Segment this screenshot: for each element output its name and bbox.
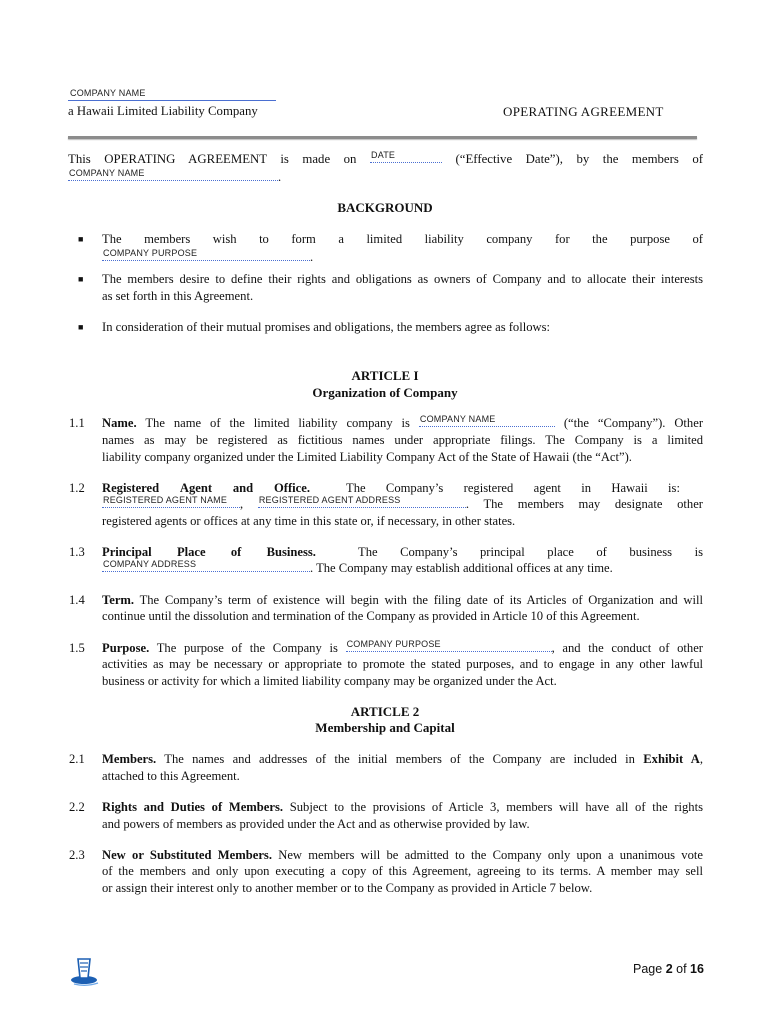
heading-word: Business. <box>266 545 316 559</box>
section-heading: Name. <box>102 416 137 430</box>
bullet-1-word: wish <box>212 232 237 246</box>
section-text: Subject to the provisions of Article 3, members will have all of the rights <box>289 800 704 814</box>
company-address-field[interactable] <box>102 561 310 572</box>
company-name-field-label: COMPANY NAME <box>69 168 145 178</box>
bullet-2-line-1: The members desire to define their rights and obligations as owners of Company and to allocate their interests <box>102 272 703 286</box>
section-heading: Purpose. <box>102 641 150 655</box>
section-word: The <box>346 481 366 495</box>
section-2-2-line-2: and powers of members as provided under the Act and as otherwise provided by law. <box>102 817 530 831</box>
bullet-1-word: members <box>144 232 191 246</box>
bullet-1-word: for <box>554 232 570 246</box>
section-text <box>358 545 703 560</box>
section-number: 2.3 <box>69 848 85 862</box>
section-heading: Term. <box>102 593 135 607</box>
section-heading: Members. <box>102 752 157 766</box>
section-text: The names and addresses of the initial members of the Company are included in <box>164 752 635 766</box>
bullet-icon: ■ <box>78 322 84 332</box>
page-number <box>633 962 704 976</box>
section-word: agent <box>533 481 561 495</box>
heading-word: Principal <box>102 545 152 559</box>
section-1-4-line-2: continue until the dissolution and termination of the Company as provided in Article 10 of this Agreement. <box>102 609 640 623</box>
company-address-field-label: COMPANY ADDRESS <box>103 559 197 569</box>
bullet-1-line-1 <box>102 232 703 247</box>
heading-word: Office. <box>273 481 310 495</box>
bullet-1-word: form <box>291 232 316 246</box>
section-text: , <box>699 752 704 766</box>
date-field-label: DATE <box>371 150 396 160</box>
article-2-subtitle: Membership and Capital <box>315 720 455 735</box>
intro-company-name-field[interactable] <box>68 170 278 181</box>
section-1-2-line-3: registered agents or offices at any time in this state or, if necessary, in other states. <box>102 514 516 528</box>
bullet-1-word: The <box>102 232 122 246</box>
heading-word: of <box>230 545 242 559</box>
section-1-5-line-1 <box>102 641 703 656</box>
section-word: business <box>629 545 673 559</box>
page-prefix: Page <box>633 962 663 976</box>
section-1-3-line-1 <box>102 545 703 560</box>
intro-tail: (“Effective Date”), by the members of <box>455 152 704 166</box>
bullet-icon: ■ <box>78 234 84 244</box>
bullet-1-word: to <box>259 232 269 246</box>
section-1-1-line-1 <box>102 416 703 431</box>
bullet-1-word: purpose <box>630 232 670 246</box>
section-word: is: <box>668 481 680 495</box>
section-text: The purpose of the Company is <box>156 641 338 655</box>
section-1-5-line-2: activities as may be necessary or appropriate to promote the stated purposes, and to engage in any other lawful <box>102 657 703 671</box>
section-heading: Rights and Duties of Members. <box>102 800 284 814</box>
intro-lead: This OPERATING AGREEMENT is made on <box>68 152 357 166</box>
heading-word: and <box>232 481 254 495</box>
company-name-field[interactable] <box>419 416 555 427</box>
section-number: 1.5 <box>69 641 85 655</box>
section-1-1-line-3: liability company organized under the Limited Liability Company Act of the State of Hawaii (the “Act”). <box>102 450 632 464</box>
section-text: New members will be admitted to the Company only upon a unanimous vote <box>278 848 703 862</box>
page-of: of <box>676 962 687 976</box>
section-word: The <box>358 545 378 559</box>
section-word: principal <box>480 545 525 559</box>
separator: , <box>240 497 244 511</box>
section-text: (“the “Company”). Other <box>563 416 704 430</box>
section-1-3-line-2 <box>102 561 613 576</box>
intro-line-1 <box>68 152 703 167</box>
section-text: The Company’s term of existence will begin with the filing date of its Articles of Organization and will <box>139 593 704 607</box>
section-word: place <box>547 545 574 559</box>
section-text <box>346 481 680 496</box>
intro-line-2 <box>68 170 281 185</box>
section-number: 2.2 <box>69 800 85 814</box>
section-heading <box>102 481 310 496</box>
document-title: OPERATING AGREEMENT <box>503 104 664 119</box>
bullet-1-word: limited <box>366 232 403 246</box>
bullet-3-line: In consideration of their mutual promises and obligations, the members agree as follows: <box>102 320 551 334</box>
company-purpose-field[interactable] <box>346 641 552 652</box>
section-text: . The Company may establish additional offices at any time. <box>310 561 613 575</box>
page-current: 2 <box>665 962 673 976</box>
company-name-field-label: COMPANY NAME <box>70 88 146 98</box>
bullet-1-end: . <box>310 250 314 264</box>
hat-logo-icon <box>68 953 104 989</box>
heading-word: Registered <box>102 481 160 495</box>
bullet-1-word: of <box>692 232 703 246</box>
exhibit-reference: Exhibit A <box>643 752 700 766</box>
bullet-2-line-2: as set forth in this Agreement. <box>102 289 254 303</box>
section-2-3-line-1 <box>102 848 703 863</box>
section-number: 2.1 <box>69 752 85 766</box>
section-text: . The members may designate other <box>465 497 703 511</box>
section-1-5-line-3: business or activity for which a limited liability company may be organized under the Act. <box>102 674 557 688</box>
registered-agent-name-field[interactable] <box>102 497 240 508</box>
article-2-title: ARTICLE 2 <box>350 704 420 719</box>
section-number: 1.1 <box>69 416 85 430</box>
section-text: , and the conduct of other <box>551 641 703 655</box>
section-word: is <box>694 545 703 559</box>
article-1-title: ARTICLE I <box>351 368 419 383</box>
section-word: of <box>596 545 607 559</box>
hat-logo-svg <box>68 953 104 989</box>
purpose-field[interactable] <box>102 250 310 261</box>
section-heading <box>102 545 316 560</box>
section-2-3-line-3: or assign their interest only to another member or to the Company as provided in Article 7 below. <box>102 881 593 895</box>
section-word: registered <box>463 481 514 495</box>
company-subtitle: a Hawaii Limited Liability Company <box>68 104 258 118</box>
purpose-field-label: COMPANY PURPOSE <box>103 248 198 258</box>
section-1-2-line-1 <box>102 481 680 496</box>
agent-address-field-label: REGISTERED AGENT ADDRESS <box>258 495 401 505</box>
registered-agent-address-field[interactable] <box>258 497 466 508</box>
purpose-field-label: COMPANY PURPOSE <box>346 639 441 649</box>
section-2-1-line-1 <box>102 752 703 767</box>
section-2-3-line-2: of the members and only upon executing a copy of this Agreement, agreeing to its terms. A member may sell <box>102 864 703 878</box>
intro-end: . <box>278 170 282 184</box>
section-number: 1.2 <box>69 481 85 495</box>
company-name-field-label: COMPANY NAME <box>419 414 496 424</box>
bullet-icon: ■ <box>78 274 84 284</box>
section-2-1-line-2: attached to this Agreement. <box>102 769 240 783</box>
section-1-2-line-2 <box>102 497 703 512</box>
intro-date-field[interactable] <box>370 152 442 163</box>
agent-name-field-label: REGISTERED AGENT NAME <box>103 495 228 505</box>
heading-word: Place <box>176 545 206 559</box>
bullet-1-line-2 <box>102 250 313 265</box>
bullet-1-word: company <box>486 232 533 246</box>
bullet-1-word: a <box>338 232 344 246</box>
section-heading: New or Substituted Members. <box>102 848 272 862</box>
heading-word: Agent <box>179 481 213 495</box>
header-rule <box>68 136 697 139</box>
section-word: in <box>581 481 592 495</box>
section-number: 1.4 <box>69 593 85 607</box>
section-word: Hawaii <box>611 481 648 495</box>
bullet-1-word: liability <box>424 232 464 246</box>
background-heading: BACKGROUND <box>337 200 433 215</box>
section-word: Company’s <box>385 481 444 495</box>
section-number: 1.3 <box>69 545 85 559</box>
article-1-subtitle: Organization of Company <box>312 385 458 400</box>
section-text: The name of the limited liability company is <box>145 416 410 430</box>
header-company-name-field[interactable] <box>68 88 276 101</box>
page-total: 16 <box>690 962 704 976</box>
section-2-2-line-1 <box>102 800 703 815</box>
section-1-1-line-2: names as may be registered as fictitious names under appropriate filings. The Company is a limited <box>102 433 703 447</box>
section-word: Company’s <box>400 545 458 559</box>
bullet-1-word: the <box>592 232 608 246</box>
section-1-4-line-1 <box>102 593 703 608</box>
